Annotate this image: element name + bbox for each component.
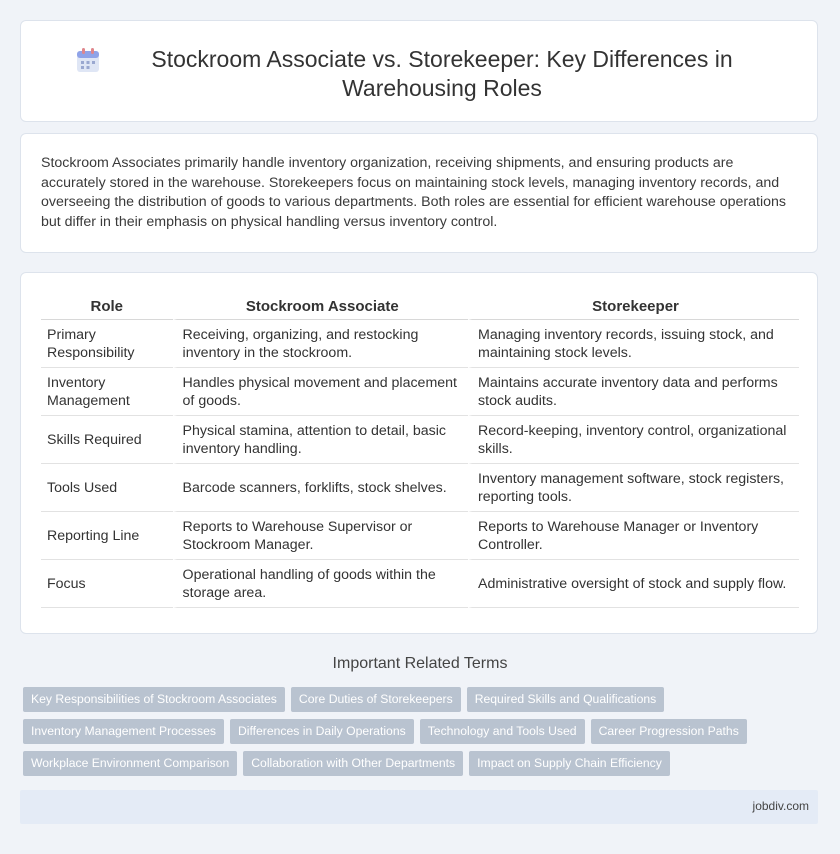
related-term-tag[interactable]: Inventory Management Processes	[23, 719, 224, 744]
related-term-tag[interactable]: Collaboration with Other Departments	[243, 751, 463, 776]
related-term-tag[interactable]: Differences in Daily Operations	[230, 719, 414, 744]
comparison-card	[20, 272, 818, 634]
table-cell: Receiving, organizing, and restocking inventory in the stockroom.	[173, 320, 469, 368]
comparison-table	[41, 293, 799, 608]
table-cell: Administrative oversight of stock and supply flow.	[468, 560, 799, 608]
table-row	[41, 512, 799, 560]
table-cell: Operational handling of goods within the storage area.	[173, 560, 469, 608]
table-header-row	[41, 293, 799, 320]
related-term-tag[interactable]: Core Duties of Storekeepers	[291, 687, 461, 712]
table-cell: Skills Required	[41, 416, 173, 464]
table-cell: Barcode scanners, forklifts, stock shelves.	[173, 464, 469, 512]
table-cell: Inventory management software, stock registers, reporting tools.	[468, 464, 799, 512]
table-cell: Managing inventory records, issuing stock, and maintaining stock levels.	[468, 320, 799, 368]
related-term-tag[interactable]: Technology and Tools Used	[420, 719, 585, 744]
table-row	[41, 416, 799, 464]
table-cell: Focus	[41, 560, 173, 608]
header-card	[20, 20, 818, 122]
table-row	[41, 320, 799, 368]
table-cell: Physical stamina, attention to detail, basic inventory handling.	[173, 416, 469, 464]
related-term-tag[interactable]: Impact on Supply Chain Efficiency	[469, 751, 670, 776]
footer-site-link[interactable]: jobdiv.com	[752, 799, 809, 813]
related-terms-list	[23, 687, 823, 783]
table-cell: Tools Used	[41, 464, 173, 512]
intro-text: Stockroom Associates primarily handle inventory organization, receiving shipments, and ensuring products are accurately stored in the warehouse. Storekeepers focus on maintaining stock levels, managing inventory records, and overseeing the distribution of goods to various departments. Both roles are essential for efficient warehouse operations but differ in their emphasis on physical handling versus inventory control.	[41, 155, 787, 230]
table-cell: Inventory Management	[41, 368, 173, 416]
column-header: Stockroom Associate	[173, 293, 469, 320]
table-row	[41, 368, 799, 416]
related-term-tag[interactable]: Key Responsibilities of Stockroom Associates	[23, 687, 285, 712]
column-header: Role	[41, 293, 173, 320]
table-row	[41, 560, 799, 608]
calendar-icon	[76, 47, 100, 73]
table-cell: Primary Responsibility	[41, 320, 173, 368]
table-cell: Reporting Line	[41, 512, 173, 560]
related-term-tag[interactable]: Career Progression Paths	[591, 719, 747, 744]
page-title: Stockroom Associate vs. Storekeeper: Key Differences in Warehousing Roles	[151, 46, 733, 101]
related-term-tag[interactable]: Required Skills and Qualifications	[467, 687, 665, 712]
table-cell: Reports to Warehouse Supervisor or Stockroom Manager.	[173, 512, 469, 560]
table-cell: Handles physical movement and placement of goods.	[173, 368, 469, 416]
table-cell: Reports to Warehouse Manager or Inventory Controller.	[468, 512, 799, 560]
related-term-tag[interactable]: Workplace Environment Comparison	[23, 751, 237, 776]
table-cell: Record-keeping, inventory control, organizational skills.	[468, 416, 799, 464]
footer	[20, 790, 818, 824]
table-cell: Maintains accurate inventory data and performs stock audits.	[468, 368, 799, 416]
table-row	[41, 464, 799, 512]
intro-card	[20, 133, 818, 253]
related-terms-title: Important Related Terms	[332, 655, 508, 672]
column-header: Storekeeper	[468, 293, 799, 320]
